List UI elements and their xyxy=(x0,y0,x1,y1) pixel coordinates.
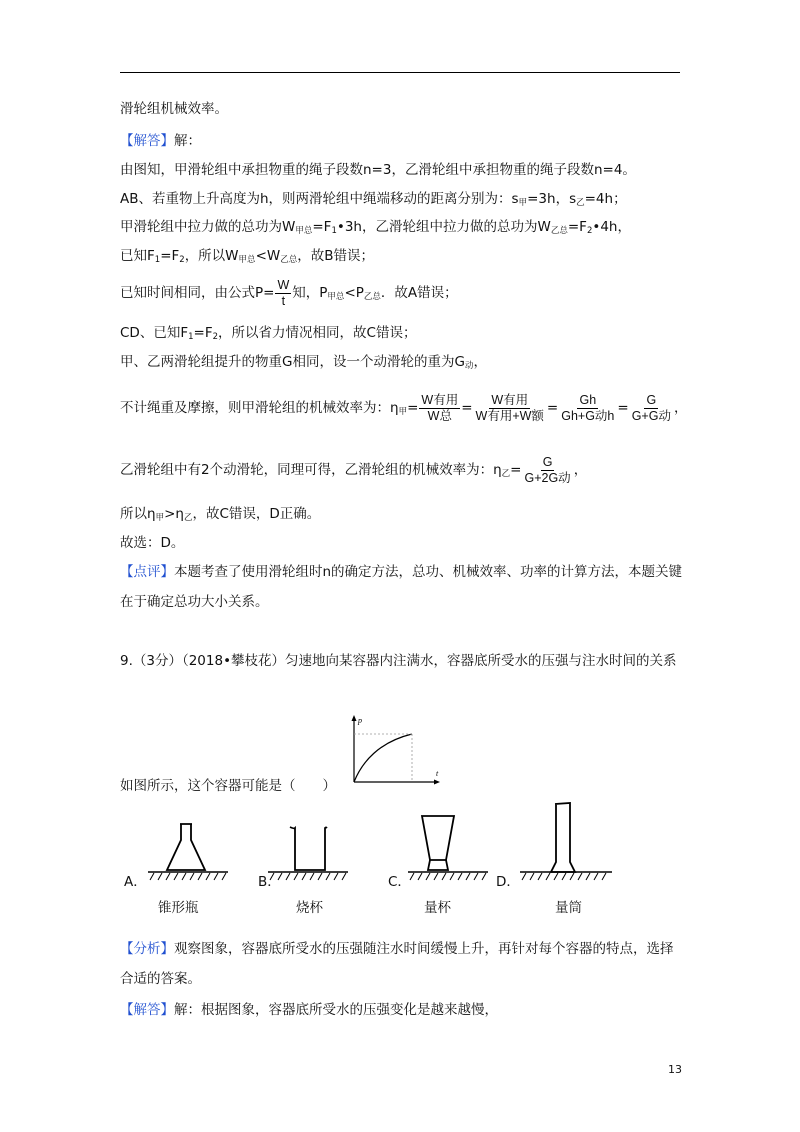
comment-line-1: 【点评】本题考查了使用滑轮组时n的确定方法，总功、机械效率、功率的计算方法，本题关键 xyxy=(120,564,683,580)
answer-line-5: 已知时间相同，由公式P= $\frac{W}{t}$ 知，$P_{甲总}<P_{乙总}$．故A错误； xyxy=(120,277,458,308)
option-b-letter: B． xyxy=(258,874,281,890)
graph-curve xyxy=(354,734,412,782)
question-9-stem-2: 如图所示，这个容器可能是（ ） xyxy=(120,778,336,794)
continued-line: 滑轮组机械效率。 xyxy=(120,101,228,117)
option-c-letter: C． xyxy=(388,874,411,890)
option-a-name: 锥形瓶 xyxy=(158,900,199,916)
answer-tag: 【解答】 xyxy=(120,133,174,149)
answer-line-7: 甲、乙两滑轮组提升的物重G相同，设一个动滑轮的重为$G_动$， xyxy=(120,354,487,371)
question-9-stem: 9.（3分）（2018•攀枝花）匀速地向某容器内注满水，容器底所受水的压强与注水时间的关系 xyxy=(120,653,677,669)
answer2-line: 【解答】解：根据图象，容器底所受水的压强变化是越来越慢， xyxy=(120,1002,498,1018)
analysis-tag: 【分析】 xyxy=(120,941,174,957)
measuring-cup-icon xyxy=(418,812,458,872)
answer2-tag: 【解答】 xyxy=(120,1002,174,1018)
answer-line-2: AB、若重物上升高度为h，则两滑轮组中绳端移动的距离分别为：$s_甲=3h$，$s_乙=4h$； xyxy=(120,191,627,208)
answer-choice: 故选：D。 xyxy=(120,535,185,551)
graduated-cylinder-icon xyxy=(548,800,578,872)
answer-line-6: CD、已知$F_1=F_2$，所以省力情况相同，故C错误； xyxy=(120,325,417,342)
fraction-5: $\frac{G}{\text{G+2G动}}$ xyxy=(524,454,571,485)
option-b-name: 烧杯 xyxy=(296,900,323,916)
page-number: 13 xyxy=(668,1063,682,1076)
pressure-time-graph xyxy=(344,714,454,790)
comment-line-2: 在于确定总功大小关系。 xyxy=(120,594,269,610)
fraction-4: $\frac{G}{\text{G+G动}}$ xyxy=(631,392,671,423)
graph-x-label: t xyxy=(436,769,439,778)
efficiency-formula-jia: 不计绳重及摩擦，则甲滑轮组的机械效率为：$\eta_甲=$ $\frac{\text{W有用}}{\text{W总}}$ = $\frac{\text{W有用}}{\text{W有用+W额}}$ = $\frac{Gh}{\text{Gh+G动h}}$ = $\frac{G}{\text{G+G动}}$ ， xyxy=(120,392,688,423)
efficiency-formula-yi: 乙滑轮组中有2个动滑轮，同理可得，乙滑轮组的机械效率为：$\eta_乙=$ $\frac{G}{\text{G+2G动}}$ ， xyxy=(120,454,588,485)
option-d-name: 量筒 xyxy=(555,900,582,916)
fraction-2: $\frac{\text{W有用}}{\text{W有用+W额}}$ xyxy=(475,392,544,423)
fraction-3: $\frac{Gh}{\text{Gh+G动h}}$ xyxy=(561,392,615,423)
option-d-letter: D． xyxy=(496,874,520,890)
power-fraction: $\frac{W}{t}$ xyxy=(277,277,290,308)
answer-line-10: 所以$\eta_甲>\eta_乙$，故C错误，D正确。 xyxy=(120,506,321,523)
beaker-icon xyxy=(287,824,331,872)
conical-flask-icon xyxy=(163,822,209,872)
option-a-letter: A． xyxy=(124,874,147,890)
answer-line-1: 由图知，甲滑轮组中承担物重的绳子段数n=3，乙滑轮组中承担物重的绳子段数n=4。 xyxy=(120,162,636,178)
graph-x-arrow xyxy=(434,780,440,785)
comment-tag: 【点评】 xyxy=(120,564,174,580)
graph-y-arrow xyxy=(352,715,357,721)
graph-y-label: p xyxy=(358,716,362,725)
analysis-line-2: 合适的答案。 xyxy=(120,971,201,987)
answer-line-4: 已知$F_1=F_2$，所以$W_{甲总}<W_{乙总}$，故B错误； xyxy=(120,248,375,265)
option-c-name: 量杯 xyxy=(424,900,451,916)
header-rule xyxy=(120,72,680,73)
analysis-line-1: 【分析】观察图象，容器底所受水的压强随注水时间缓慢上升，再针对每个容器的特点，选择 xyxy=(120,941,674,957)
answer-line-3: 甲滑轮组中拉力做的总功为$W_{甲总}=F_1•3h$，乙滑轮组中拉力做的总功为$W_{乙总}=F_2•4h$， xyxy=(120,219,631,236)
fraction-1: $\frac{\text{W有用}}{\text{W总}}$ xyxy=(421,392,459,423)
answer-heading: 【解答】解： xyxy=(120,133,201,149)
